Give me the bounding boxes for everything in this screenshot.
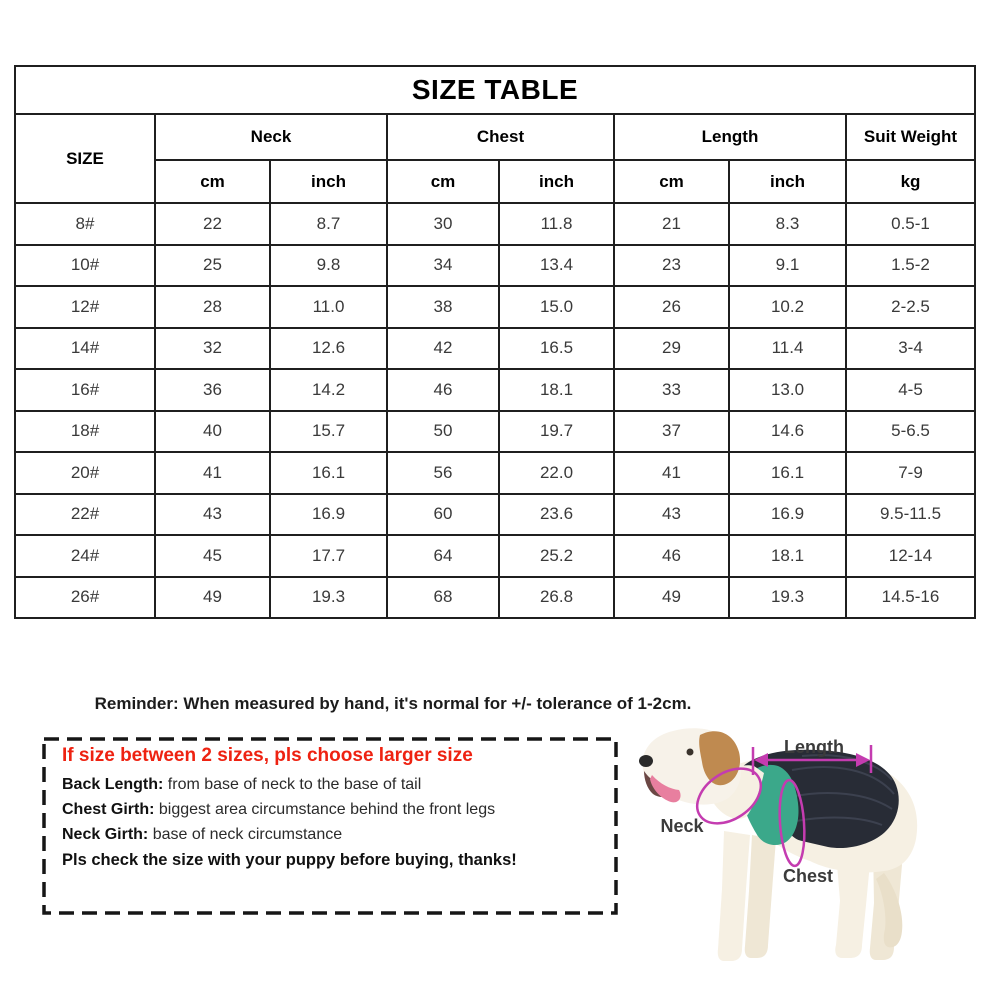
note-content: [62, 745, 604, 870]
table-title: SIZE TABLE: [15, 66, 975, 114]
table-row: [15, 203, 975, 245]
note-footer: Pls check the size with your puppy before buying, thanks!: [62, 851, 517, 869]
value-cell: 21: [614, 203, 729, 245]
dog-nose-icon: [639, 755, 653, 767]
value-cell: 68: [387, 577, 499, 619]
col-header-suit-weight: Suit Weight: [846, 114, 975, 160]
unit-length-cm: cm: [614, 160, 729, 203]
value-cell: 38: [387, 286, 499, 328]
table-row: [15, 369, 975, 411]
value-cell: 25.2: [499, 535, 614, 577]
value-cell: 46: [614, 535, 729, 577]
note-box: [42, 737, 618, 915]
dog-measurement-diagram: [630, 705, 992, 992]
note-line-neck-girth: [62, 826, 604, 844]
table-title-row: [15, 66, 975, 114]
size-cell: 26#: [15, 577, 155, 619]
note-line-neck-girth-text: base of neck circumstance: [148, 826, 343, 843]
value-cell: 22.0: [499, 452, 614, 494]
size-table: [14, 65, 976, 619]
length-label: Length: [784, 737, 844, 757]
value-cell: 23: [614, 245, 729, 287]
value-cell: 29: [614, 328, 729, 370]
col-header-chest: Chest: [387, 114, 614, 160]
size-cell: 22#: [15, 494, 155, 536]
size-cell: 8#: [15, 203, 155, 245]
value-cell: 16.9: [729, 494, 846, 536]
value-cell: 9.8: [270, 245, 387, 287]
value-cell: 60: [387, 494, 499, 536]
value-cell: 11.4: [729, 328, 846, 370]
table-row: [15, 577, 975, 619]
dog-illustration: [630, 705, 992, 992]
size-cell: 18#: [15, 411, 155, 453]
value-cell: 14.5-16: [846, 577, 975, 619]
value-cell: 12.6: [270, 328, 387, 370]
value-cell: 13.4: [499, 245, 614, 287]
value-cell: 16.1: [729, 452, 846, 494]
size-cell: 24#: [15, 535, 155, 577]
value-cell: 25: [155, 245, 270, 287]
value-cell: 23.6: [499, 494, 614, 536]
value-cell: 1.5-2: [846, 245, 975, 287]
value-cell: 42: [387, 328, 499, 370]
value-cell: 46: [387, 369, 499, 411]
value-cell: 43: [155, 494, 270, 536]
value-cell: 11.8: [499, 203, 614, 245]
value-cell: 19.7: [499, 411, 614, 453]
value-cell: 28: [155, 286, 270, 328]
dog-front-leg-rear: [745, 835, 776, 958]
unit-chest-inch: inch: [499, 160, 614, 203]
note-line-chest-girth: [62, 801, 604, 819]
value-cell: 19.3: [729, 577, 846, 619]
unit-weight-kg: kg: [846, 160, 975, 203]
value-cell: 36: [155, 369, 270, 411]
value-cell: 16.5: [499, 328, 614, 370]
table-row: [15, 452, 975, 494]
table-row: [15, 411, 975, 453]
value-cell: 64: [387, 535, 499, 577]
value-cell: 0.5-1: [846, 203, 975, 245]
neck-label: Neck: [660, 816, 704, 836]
size-cell: 14#: [15, 328, 155, 370]
value-cell: 32: [155, 328, 270, 370]
unit-length-inch: inch: [729, 160, 846, 203]
value-cell: 22: [155, 203, 270, 245]
value-cell: 34: [387, 245, 499, 287]
value-cell: 56: [387, 452, 499, 494]
col-header-size: SIZE: [15, 114, 155, 203]
value-cell: 9.1: [729, 245, 846, 287]
table-group-header-row: [15, 114, 975, 160]
value-cell: 45: [155, 535, 270, 577]
value-cell: 43: [614, 494, 729, 536]
value-cell: 26.8: [499, 577, 614, 619]
value-cell: 33: [614, 369, 729, 411]
unit-chest-cm: cm: [387, 160, 499, 203]
value-cell: 16.1: [270, 452, 387, 494]
note-line-chest-girth-text: biggest area circumstance behind the front legs: [154, 801, 496, 818]
value-cell: 8.3: [729, 203, 846, 245]
table-row: [15, 535, 975, 577]
unit-neck-cm: cm: [155, 160, 270, 203]
table-row: [15, 245, 975, 287]
value-cell: 9.5-11.5: [846, 494, 975, 536]
note-line-back-length-label: Back Length:: [62, 776, 164, 793]
value-cell: 4-5: [846, 369, 975, 411]
value-cell: 7-9: [846, 452, 975, 494]
value-cell: 26: [614, 286, 729, 328]
unit-neck-inch: inch: [270, 160, 387, 203]
note-line-neck-girth-label: Neck Girth:: [62, 826, 149, 843]
value-cell: 16.9: [270, 494, 387, 536]
table-unit-header-row: [15, 160, 975, 203]
size-cell: 16#: [15, 369, 155, 411]
value-cell: 18.1: [499, 369, 614, 411]
reminder-text: Reminder: When measured by hand, it's normal for +/- tolerance of 1-2cm.: [94, 694, 692, 713]
col-header-neck: Neck: [155, 114, 387, 160]
value-cell: 3-4: [846, 328, 975, 370]
size-cell: 20#: [15, 452, 155, 494]
table-row: [15, 286, 975, 328]
value-cell: 49: [155, 577, 270, 619]
value-cell: 2-2.5: [846, 286, 975, 328]
value-cell: 37: [614, 411, 729, 453]
value-cell: 8.7: [270, 203, 387, 245]
chest-label: Chest: [782, 866, 834, 886]
value-cell: 10.2: [729, 286, 846, 328]
dog-eye-icon: [687, 749, 694, 756]
size-cell: 10#: [15, 245, 155, 287]
value-cell: 41: [155, 452, 270, 494]
value-cell: 40: [155, 411, 270, 453]
value-cell: 14.6: [729, 411, 846, 453]
value-cell: 19.3: [270, 577, 387, 619]
note-line-back-length-text: from base of neck to the base of tail: [163, 776, 422, 793]
value-cell: 5-6.5: [846, 411, 975, 453]
table-row: [15, 494, 975, 536]
size-cell: 12#: [15, 286, 155, 328]
note-line-back-length: [62, 776, 604, 794]
value-cell: 50: [387, 411, 499, 453]
value-cell: 11.0: [270, 286, 387, 328]
value-cell: 30: [387, 203, 499, 245]
note-headline: If size between 2 sizes, pls choose larger size: [62, 745, 473, 766]
value-cell: 14.2: [270, 369, 387, 411]
value-cell: 15.0: [499, 286, 614, 328]
col-header-length: Length: [614, 114, 846, 160]
table-row: [15, 328, 975, 370]
value-cell: 13.0: [729, 369, 846, 411]
value-cell: 15.7: [270, 411, 387, 453]
value-cell: 12-14: [846, 535, 975, 577]
dog-front-leg-front: [718, 831, 750, 961]
note-line-chest-girth-label: Chest Girth:: [62, 801, 155, 818]
value-cell: 17.7: [270, 535, 387, 577]
value-cell: 18.1: [729, 535, 846, 577]
value-cell: 49: [614, 577, 729, 619]
value-cell: 41: [614, 452, 729, 494]
